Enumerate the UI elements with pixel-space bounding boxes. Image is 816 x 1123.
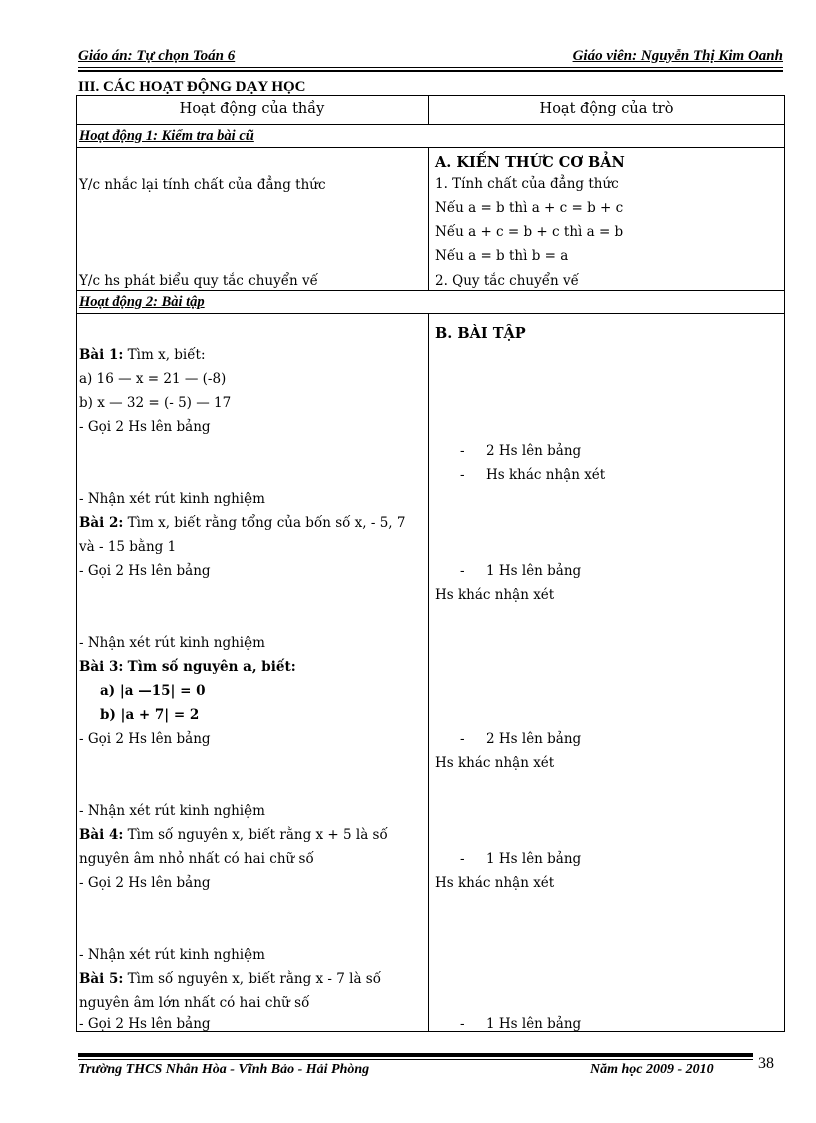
teacher-call: - Gọi 2 Hs lên bảng — [79, 419, 211, 435]
activity-1-title: Hoạt động 1: Kiểm tra bài cũ — [79, 128, 254, 144]
student-response: - 1 Hs lên bảng — [460, 1016, 582, 1032]
table-border-right — [784, 95, 785, 1032]
table-border-left — [76, 95, 77, 1032]
student-text: Nếu a + c = b + c thì a = b — [435, 224, 624, 240]
column-divider — [428, 147, 429, 290]
student-response: - 1 Hs lên bảng — [460, 851, 582, 867]
exercise-3-a: a) |a —15| = 0 — [100, 683, 206, 699]
table-border-top — [76, 95, 785, 96]
teacher-review: - Nhận xét rút kinh nghiệm — [79, 947, 265, 963]
row-divider — [76, 313, 785, 314]
header-teacher: Giáo viên: Nguyễn Thị Kim Oanh — [572, 48, 783, 64]
teacher-review: - Nhận xét rút kinh nghiệm — [79, 635, 265, 651]
teacher-call: - Gọi 2 Hs lên bảng — [79, 731, 211, 747]
exercise-2-cont: và - 15 bằng 1 — [79, 539, 177, 555]
student-response: - 1 Hs lên bảng — [460, 563, 582, 579]
exercise-4-cont: nguyên âm nhỏ nhất có hai chữ số — [79, 851, 314, 867]
student-text: 1. Tính chất của đẳng thức — [435, 176, 619, 192]
student-text: 2. Quy tắc chuyển vế — [435, 273, 579, 289]
student-response: - 2 Hs lên bảng — [460, 731, 582, 747]
footer-school: Trường THCS Nhân Hòa - Vĩnh Bảo - Hải Phòng — [78, 1062, 370, 1077]
student-response: Hs khác nhận xét — [435, 587, 555, 603]
student-response: Hs khác nhận xét — [435, 755, 555, 771]
teacher-review: - Nhận xét rút kinh nghiệm — [79, 491, 265, 507]
exercise-3: Bài 3: Tìm số nguyên a, biết: — [79, 659, 296, 675]
header-subject: Giáo án: Tự chọn Toán 6 — [78, 48, 236, 64]
section-title: III. CÁC HOẠT ĐỘNG DẠY HỌC — [78, 79, 306, 95]
footer-year: Năm học 2009 - 2010 — [590, 1062, 714, 1077]
student-text: Nếu a = b thì b = a — [435, 248, 569, 264]
teacher-review: - Nhận xét rút kinh nghiệm — [79, 803, 265, 819]
row-divider — [76, 147, 785, 148]
activity-2-title: Hoạt động 2: Bài tập — [79, 294, 205, 310]
row-divider — [76, 124, 785, 125]
column-header-student: Hoạt động của trò — [539, 101, 674, 117]
teacher-text: Y/c nhắc lại tính chất của đẳng thức — [79, 177, 326, 193]
teacher-call: - Gọi 2 Hs lên bảng — [79, 875, 211, 891]
student-response: Hs khác nhận xét — [435, 875, 555, 891]
header-rule — [78, 67, 783, 68]
exercise-5: Bài 5: Tìm số nguyên x, biết rằng x - 7 là số — [79, 971, 381, 987]
column-divider — [428, 313, 429, 1031]
exercise-3-b: b) |a + 7| = 2 — [100, 707, 200, 723]
exercise-5-cont: nguyên âm lớn nhất có hai chữ số — [79, 995, 310, 1011]
footer-rule-thick — [78, 1053, 753, 1057]
column-header-teacher: Hoạt động của thầy — [179, 101, 325, 117]
exercise-1-b: b) x — 32 = (- 5) — 17 — [79, 395, 232, 411]
exercise-1-a: a) 16 — x = 21 — (-8) — [79, 371, 227, 387]
student-text: Nếu a = b thì a + c = b + c — [435, 200, 624, 216]
teacher-text: Y/c hs phát biểu quy tắc chuyển vế — [79, 273, 318, 289]
footer-rule — [78, 1059, 753, 1060]
teacher-call: - Gọi 2 Hs lên bảng — [79, 1016, 211, 1032]
header-rule-thick — [78, 70, 783, 72]
section-b-heading: B. BÀI TẬP — [435, 325, 526, 342]
page-header — [78, 48, 783, 66]
student-response: - 2 Hs lên bảng — [460, 443, 582, 459]
section-a-heading: A. KIẾN THỨC CƠ BẢN — [435, 154, 625, 171]
teacher-call: - Gọi 2 Hs lên bảng — [79, 563, 211, 579]
exercise-2: Bài 2: Tìm x, biết rằng tổng của bốn số x, - 5, 7 — [79, 515, 406, 531]
student-response: - Hs khác nhận xét — [460, 467, 606, 483]
exercise-4: Bài 4: Tìm số nguyên x, biết rằng x + 5 là số — [79, 827, 388, 843]
page-number: 38 — [758, 1055, 774, 1072]
activities-table — [76, 95, 785, 1032]
exercise-1: Bài 1: Tìm x, biết: — [79, 347, 206, 363]
